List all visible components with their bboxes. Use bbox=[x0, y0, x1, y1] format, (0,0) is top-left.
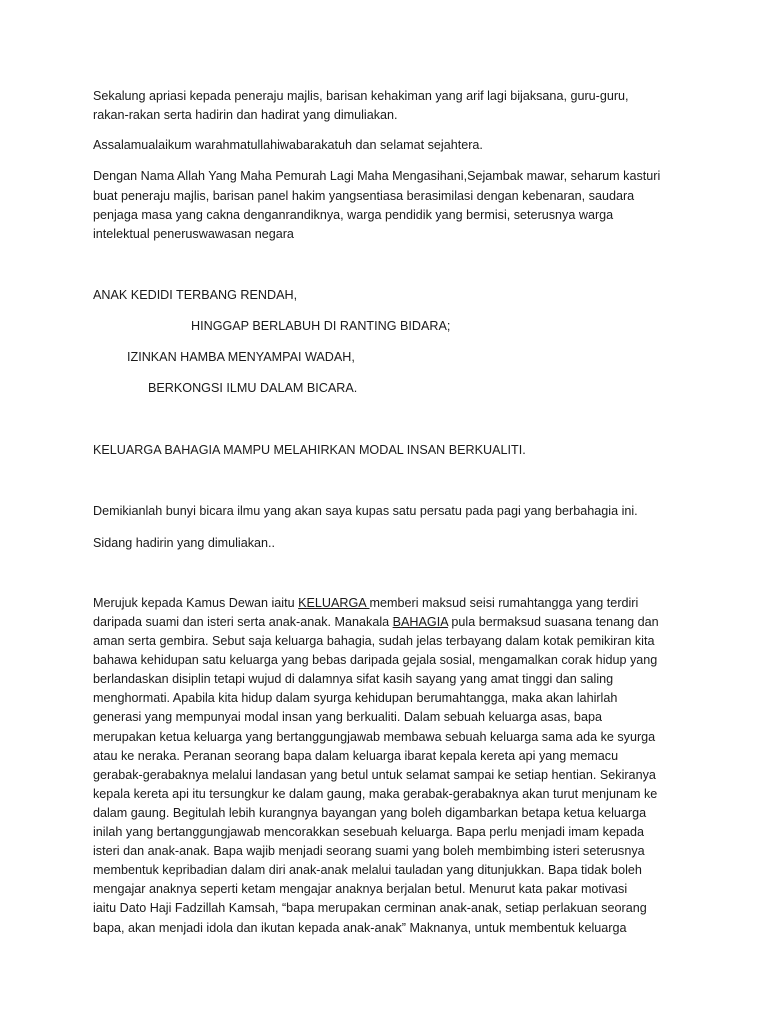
body-line: isteri dan anak-anak. Bapa wajib menjadi seorang suami yang boleh membimbing isteri seterusnya bbox=[93, 844, 645, 858]
body-line: bahawa kehidupan satu keluarga yang bebas daripada gejala sosial, mengamalkan corak hidup yang bbox=[93, 653, 658, 667]
body-line: berlandaskan disiplin tetapi wujud di dalamnya sifat kasih sayang yang amat tinggi dan saling bbox=[93, 672, 614, 686]
sidang-line: Sidang hadirin yang dimuliakan.. bbox=[93, 536, 276, 550]
body-line: atau ke neraka. Peranan seorang bapa dalam keluarga ibarat kepala kereta api yang memacu bbox=[93, 749, 619, 763]
greeting-line-2: rakan-rakan serta hadirin dan hadirat yang dimuliakan. bbox=[93, 108, 398, 122]
intro-line: penjaga masa yang cakna denganrandiknya, warga pendidik yang bermisi, seterusnya warga bbox=[93, 208, 614, 222]
body-line-1 bbox=[93, 594, 638, 613]
body-line: merupakan ketua keluarga yang bertanggungjawab membawa sebuah keluarga sama ada ke syurga bbox=[93, 730, 656, 744]
body-line: gerabak-gerabaknya melalui landasan yang betul untuk selamat sampai ke setiap hentian. Sekiranya bbox=[93, 768, 656, 782]
bahagia-term: BAHAGIA bbox=[392, 615, 448, 629]
speech-title: KELUARGA BAHAGIA MAMPU MELAHIRKAN MODAL INSAN BERKUALITI. bbox=[93, 443, 526, 457]
body-text: memberi maksud seisi rumahtangga yang terdiri bbox=[369, 596, 639, 610]
pantun-line-4: BERKONGSI ILMU DALAM BICARA. bbox=[148, 381, 358, 395]
keluarga-term: KELUARGA bbox=[298, 596, 370, 610]
body-line: generasi yang mempunyai modal insan yang berkualiti. Dalam sebuah keluarga asas, bapa bbox=[93, 710, 602, 724]
body-line: membentuk kepribadian dalam diri anak-anak melalui tauladan yang ditunjukkan. Bapa tidak boleh bbox=[93, 863, 642, 877]
greeting-line-1: Sekalung apriasi kepada peneraju majlis, barisan kehakiman yang arif lagi bijaksana, guru-guru, bbox=[93, 89, 629, 103]
body-line-2 bbox=[93, 613, 659, 632]
body-line: dalam gaung. Begitulah lebih kurangnya bayangan yang boleh digambarkan betapa ketua keluarga bbox=[93, 806, 647, 820]
demikian-line: Demikianlah bunyi bicara ilmu yang akan saya kupas satu persatu pada pagi yang berbahagia ini. bbox=[93, 504, 638, 518]
intro-line: intelektual peneruswawasan negara bbox=[93, 227, 294, 241]
body-line: inilah yang bertanggungjawab mencorakkan sesebuah keluarga. Bapa perlu menjadi imam kepada bbox=[93, 825, 644, 839]
body-line: iaitu Dato Haji Fadzillah Kamsah, “bapa merupakan cerminan anak-anak, setiap perlakuan seorang bbox=[93, 901, 647, 915]
salam-line: Assalamualaikum warahmatullahiwabarakatuh dan selamat sejahtera. bbox=[93, 138, 483, 152]
pantun-line-2: HINGGAP BERLABUH DI RANTING BIDARA; bbox=[191, 319, 451, 333]
body-line: aman serta gembira. Sebut saja keluarga bahagia, sudah jelas terbayang dalam kotak pemikiran kita bbox=[93, 634, 655, 648]
pantun-line-1: ANAK KEDIDI TERBANG RENDAH, bbox=[93, 288, 298, 302]
body-line: kepala kereta api itu tersungkur ke dalam gaung, maka gerabak-gerabaknya akan turut menjunam ke bbox=[93, 787, 658, 801]
body-line: mengajar anaknya seperti ketam mengajar anaknya berjalan betul. Menurut kata pakar motivasi bbox=[93, 882, 628, 896]
pantun-line-3: IZINKAN HAMBA MENYAMPAI WADAH, bbox=[127, 350, 355, 364]
body-line: bapa, akan menjadi idola dan ikutan kepada anak-anak” Maknanya, untuk membentuk keluarga bbox=[93, 921, 627, 935]
intro-line: Dengan Nama Allah Yang Maha Pemurah Lagi Maha Mengasihani,Sejambak mawar, seharum kasturi bbox=[93, 169, 661, 183]
body-text: Merujuk kepada Kamus Dewan iaitu bbox=[93, 596, 299, 610]
intro-line: buat peneraju majlis, barisan panel hakim yangsentiasa berasimilasi dengan kebenaran, saudara bbox=[93, 189, 635, 203]
body-line: menghormati. Apabila kita hidup dalam syurga kehidupan berumahtangga, maka akan lahirlah bbox=[93, 691, 618, 705]
body-text: pula bermaksud suasana tenang dan bbox=[447, 615, 659, 629]
body-text: daripada suami dan isteri serta anak-anak. Manakala bbox=[93, 615, 393, 629]
